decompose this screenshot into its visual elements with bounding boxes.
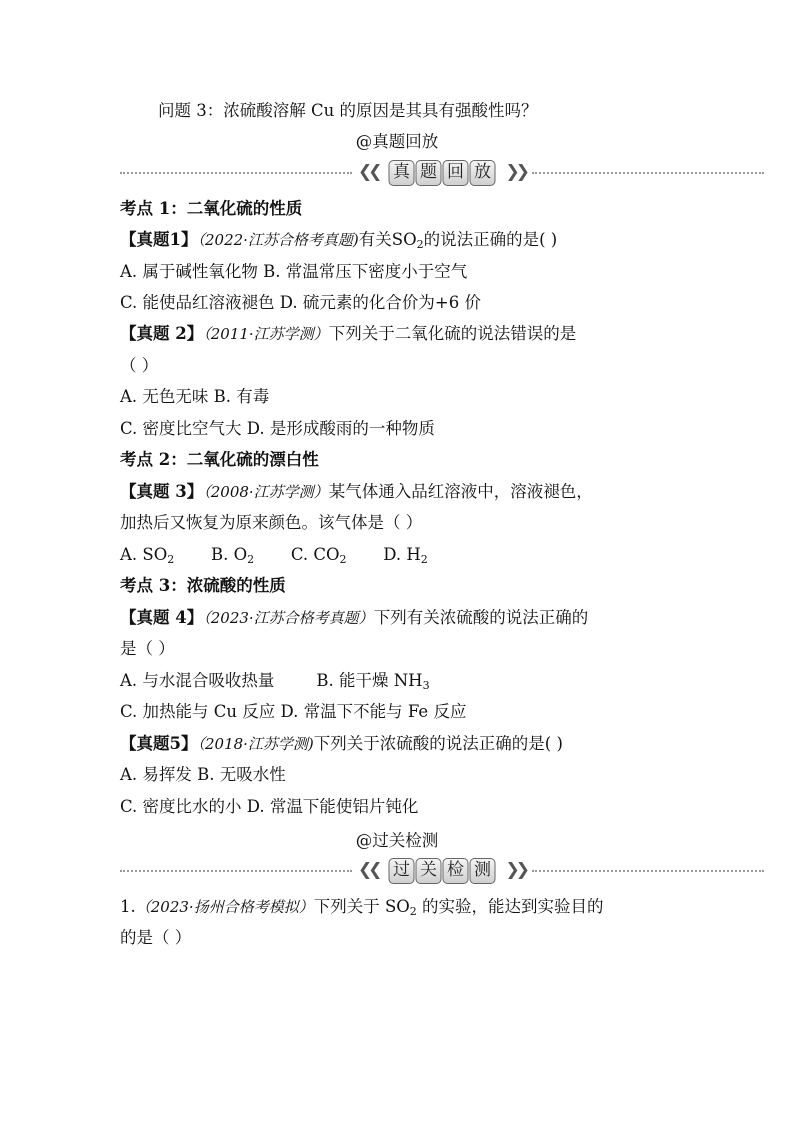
double-chevron-left-icon: ❮❮ — [358, 860, 379, 880]
divider-right — [532, 870, 764, 872]
question-tag: 【真题 2】 — [120, 324, 204, 343]
review-banner — [120, 160, 764, 186]
review-heading: @真题回放 — [355, 132, 439, 151]
question-3-options — [120, 544, 428, 566]
option-b: B. 能干燥 $NH_3$ — [316, 671, 430, 692]
question-2-options-cd: C. 密度比空气大 D. 是形成酸雨的一种物质 — [120, 419, 435, 438]
subscript: 2 — [416, 238, 424, 251]
question-text: 的说法正确的是( ) — [423, 230, 558, 249]
question-source: （2008·江苏学测） — [203, 483, 329, 501]
point-2-heading: 考点 2：二氧化硫的漂白性 — [120, 450, 319, 469]
question-tag: 【真题1】 — [120, 230, 198, 249]
question-number: 1. — [120, 897, 136, 916]
banner-char: 检 — [443, 858, 469, 884]
banner-char: 真 — [389, 160, 415, 186]
point-1-heading: 考点 1：二氧化硫的性质 — [120, 199, 303, 218]
double-chevron-right-icon: ❯❯ — [505, 162, 526, 182]
review-banner-tiles — [389, 160, 496, 186]
banner-char: 回 — [443, 160, 469, 186]
question-1-options-ab: A. 属于碱性氧化物 B. 常温常压下密度小于空气 — [120, 262, 468, 281]
question-2-bracket: （ ） — [120, 356, 159, 375]
banner-char: 放 — [470, 160, 496, 186]
question-4-options-ab — [120, 670, 430, 692]
question-source: （2023·江苏合格考真题） — [203, 609, 374, 627]
question-3-stem — [120, 481, 593, 503]
option-b: B. $O_2$ — [210, 545, 255, 566]
banner-char: 关 — [416, 858, 442, 884]
question-5-options-ab: A. 易挥发 B. 无吸水性 — [120, 765, 286, 784]
question-2-options-ab: A. 无色无味 B. 有毒 — [120, 387, 270, 406]
question-text: 下列关于二氧化硫的说法错误的是 — [328, 324, 577, 343]
question-source: （2011·江苏学测） — [203, 325, 329, 343]
divider-left — [120, 172, 352, 174]
question-text: 下列有关浓硫酸的说法正确的 — [373, 608, 589, 627]
question-tag: 【真题 4】 — [120, 608, 204, 627]
subscript: 2 — [409, 905, 417, 918]
option-c: C. $CO_2$ — [290, 545, 347, 566]
check-heading: @过关检测 — [355, 831, 439, 850]
question-text: 下列关于浓硫酸的说法正确的是( ) — [313, 734, 563, 753]
question-text: 下列关于 SO — [313, 897, 410, 916]
question-source: （2022·江苏合格考真题) — [197, 231, 359, 249]
question-5-stem — [120, 733, 563, 755]
question-tag: 【真题5】 — [120, 734, 198, 753]
divider-left — [120, 870, 352, 872]
question-text: 的实验，能达到实验目的 — [416, 897, 604, 916]
question-source: （2023·扬州合格考模拟） — [135, 898, 314, 916]
check-banner-tiles — [389, 858, 496, 884]
question-4-stem — [120, 607, 588, 629]
question-3: 问题 3：浓硫酸溶解 Cu 的原因是其具有强酸性吗？ — [158, 101, 538, 120]
banner-char: 测 — [470, 858, 496, 884]
check-question-1-stem-cont: 的是（ ） — [120, 928, 192, 947]
question-text: 有关SO — [358, 230, 417, 249]
question-text: 某气体通入品红溶液中，溶液褪色， — [328, 482, 593, 501]
option-d: D. $H_2$ — [383, 545, 428, 566]
check-question-1-stem — [120, 896, 604, 918]
question-4-options-cd: C. 加热能与 Cu 反应 D. 常温下不能与 Fe 反应 — [120, 702, 467, 721]
point-3-heading: 考点 3：浓硫酸的性质 — [120, 576, 286, 595]
double-chevron-left-icon: ❮❮ — [358, 162, 379, 182]
banner-char: 过 — [389, 858, 415, 884]
question-4-stem-cont: 是（ ） — [120, 639, 175, 658]
question-tag: 【真题 3】 — [120, 482, 204, 501]
divider-right — [532, 172, 764, 174]
option-a: A. 与水混合吸收热量 — [120, 671, 275, 690]
banner-char: 题 — [416, 160, 442, 186]
question-1-stem — [120, 229, 557, 251]
question-2-stem — [120, 323, 576, 345]
question-5-options-cd: C. 密度比水的小 D. 常温下能使铝片钝化 — [120, 797, 419, 816]
option-a: A. $SO_2$ — [120, 545, 175, 566]
question-source: （2018·江苏学测) — [197, 735, 314, 753]
question-1-options-cd: C. 能使品红溶液褪色 D. 硫元素的化合价为+6 价 — [120, 293, 481, 312]
check-banner — [120, 858, 764, 884]
question-3-stem-cont: 加热后又恢复为原来颜色。该气体是（ ） — [120, 513, 423, 532]
double-chevron-right-icon: ❯❯ — [505, 860, 526, 880]
